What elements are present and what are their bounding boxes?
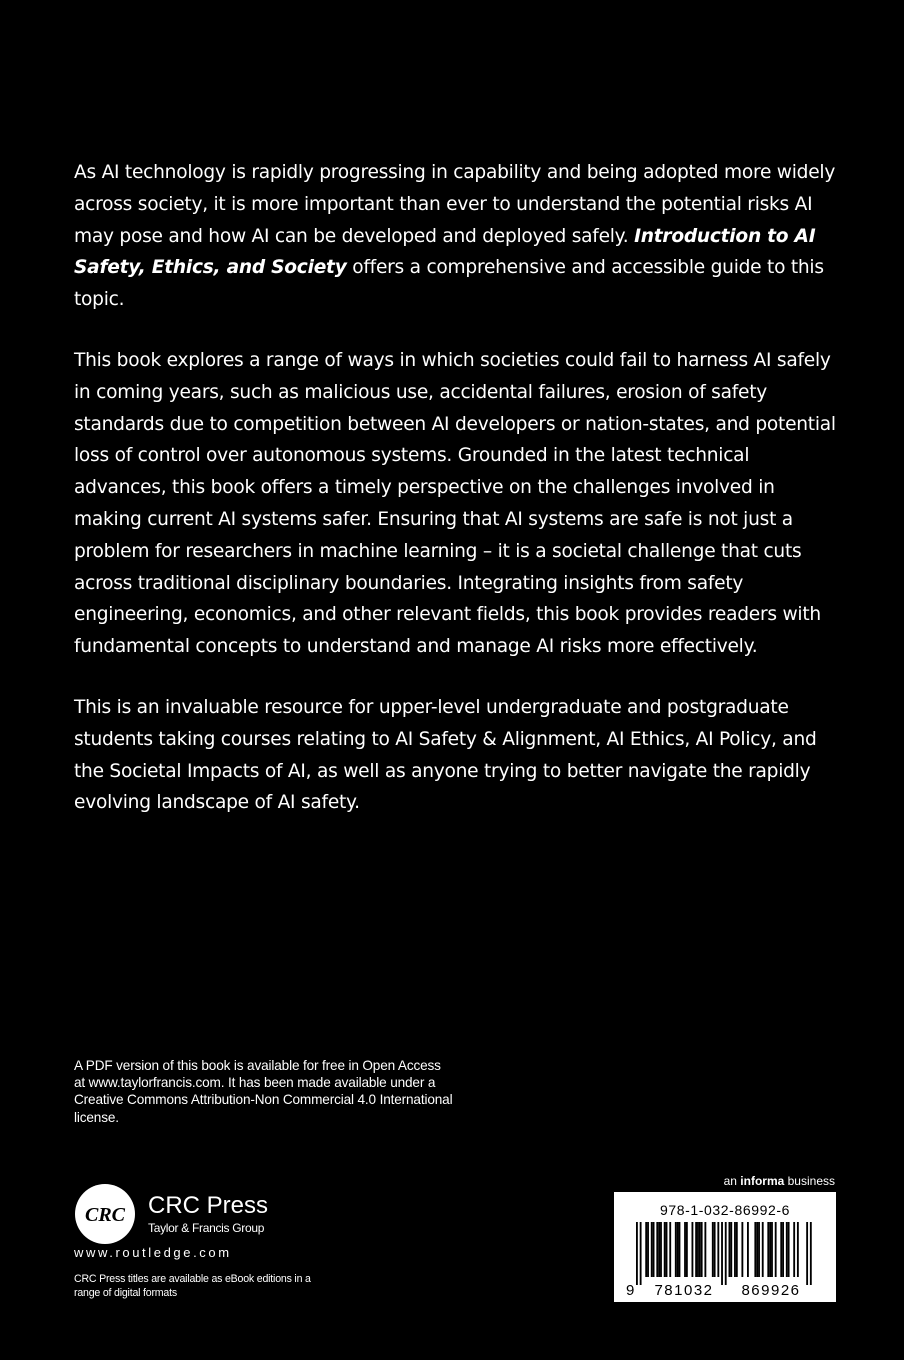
barcode-bar bbox=[793, 1222, 795, 1277]
blurb-paragraph-2: This book explores a range of ways in which societies could fail to harness AI safely in coming years, such as malicious use, accidental failures, erosion of safety standards due to competition between AI developers or nation-states, and potential loss of control over autonomous systems. Grounded in the latest technical advances, this book offers a timely perspective on the challenges involved in making current AI systems safer. Ensuring that AI systems are safe is not just a problem for researchers in machine learning – it is a societal challenge that cuts across traditional disciplinary boundaries. Integrating insights from safety engineering, economics, and other relevant fields, this book provides readers with fundamental concepts to understand and manage AI risks more effectively. bbox=[74, 349, 836, 658]
barcode-bar bbox=[684, 1222, 686, 1277]
barcode-bar bbox=[651, 1222, 653, 1277]
barcode-bar bbox=[741, 1222, 743, 1277]
barcode-bar bbox=[660, 1222, 662, 1277]
informa-business-tagline bbox=[724, 1174, 835, 1188]
open-access-note: A PDF version of this book is available for free in Open Access at www.taylorfrancis.com. It has been made available under a Creative Commons Attribution-Non Commercial 4.0 International license. bbox=[74, 1058, 453, 1125]
publisher-name: CRC Press bbox=[148, 1192, 269, 1219]
barcode-bar bbox=[679, 1222, 681, 1277]
barcode-bar bbox=[697, 1222, 699, 1277]
barcode-bar bbox=[729, 1222, 731, 1277]
barcode-bar bbox=[786, 1222, 788, 1277]
barcode-bar bbox=[756, 1222, 758, 1277]
barcode-bar bbox=[686, 1222, 688, 1277]
crc-press-logo bbox=[74, 1183, 136, 1245]
barcode-bar bbox=[640, 1222, 642, 1285]
barcode-bar bbox=[762, 1222, 764, 1277]
barcode-bar bbox=[736, 1222, 738, 1277]
ebook-note: CRC Press titles are available as eBook editions in a range of digital formats bbox=[74, 1273, 311, 1299]
barcode-bar bbox=[692, 1222, 694, 1277]
crc-logo-lettering: CRC bbox=[84, 1204, 126, 1226]
barcode-bar bbox=[704, 1222, 706, 1277]
barcode-bar bbox=[730, 1222, 732, 1277]
barcode-bar bbox=[747, 1222, 749, 1277]
barcode-bar bbox=[653, 1222, 655, 1277]
barcode-digits-left: 781032 bbox=[654, 1282, 714, 1299]
barcode-bar bbox=[677, 1222, 679, 1277]
barcode-bar bbox=[734, 1222, 736, 1277]
barcode-bar bbox=[769, 1222, 771, 1277]
isbn-number: 978-1-032-86992-6 bbox=[659, 1202, 791, 1218]
blurb-paragraph-1 bbox=[74, 157, 844, 316]
barcode-bar bbox=[788, 1222, 790, 1277]
barcode-bar bbox=[714, 1222, 716, 1277]
barcode-bar bbox=[767, 1222, 769, 1277]
isbn-barcode bbox=[614, 1192, 836, 1302]
barcode-bar bbox=[664, 1222, 666, 1277]
barcode-bar bbox=[669, 1222, 671, 1277]
barcode-bar bbox=[721, 1222, 723, 1285]
barcode-bar bbox=[666, 1222, 668, 1277]
barcode-bar bbox=[797, 1222, 799, 1277]
barcode-bar bbox=[675, 1222, 677, 1277]
publisher-website[interactable]: www.routledge.com bbox=[74, 1245, 232, 1260]
barcode-bar bbox=[775, 1222, 777, 1277]
informa-prefix: an bbox=[723, 1174, 741, 1188]
blurb-paragraph-3: This is an invaluable resource for upper-level undergraduate and postgraduate students taking courses relating to AI Safety & Alignment, AI Ethics, AI Policy, and the Societal Impacts of AI, as well as anyone trying to better navigate the rapidly evolving landscape of AI safety. bbox=[74, 696, 817, 814]
barcode-bar bbox=[780, 1222, 782, 1277]
barcode-bar bbox=[754, 1222, 756, 1277]
barcode-bar bbox=[810, 1222, 812, 1285]
informa-suffix: business bbox=[784, 1174, 835, 1188]
barcode-bar bbox=[701, 1222, 703, 1277]
barcode-digits-right: 869926 bbox=[741, 1282, 801, 1299]
barcode-bar bbox=[656, 1222, 658, 1277]
barcode-bar bbox=[717, 1222, 719, 1277]
barcode-bars bbox=[614, 1192, 836, 1302]
barcode-bar bbox=[658, 1222, 660, 1277]
barcode-bar bbox=[645, 1222, 647, 1277]
barcode-lead-digit: 9 bbox=[626, 1282, 635, 1299]
barcode-bar bbox=[771, 1222, 773, 1277]
barcode-bar bbox=[695, 1222, 697, 1277]
barcode-bar bbox=[699, 1222, 701, 1277]
barcode-bar bbox=[806, 1222, 808, 1285]
barcode-bar bbox=[725, 1222, 727, 1285]
publisher-group: Taylor & Francis Group bbox=[148, 1221, 265, 1235]
blurb-p1-text-b: offers a comprehensive and accessible guide to this topic. bbox=[74, 257, 824, 311]
barcode-bar bbox=[712, 1222, 714, 1277]
blurb-p1-text-a: As AI technology is rapidly progressing in capability and being adopted more widely across society, it is more important than ever to understand the potential risks AI may pose and how AI can be developed and deployed safely. bbox=[74, 162, 836, 247]
informa-brand: informa bbox=[740, 1174, 785, 1188]
barcode-bar bbox=[647, 1222, 649, 1277]
barcode-bar bbox=[782, 1222, 784, 1277]
back-cover-blurb bbox=[74, 157, 844, 848]
barcode-bar bbox=[636, 1222, 638, 1285]
publisher-block bbox=[74, 1183, 414, 1313]
barcode-bar bbox=[758, 1222, 760, 1277]
book-title-emphasis: Introduction to AI Safety, Ethics, and Society bbox=[74, 225, 816, 279]
